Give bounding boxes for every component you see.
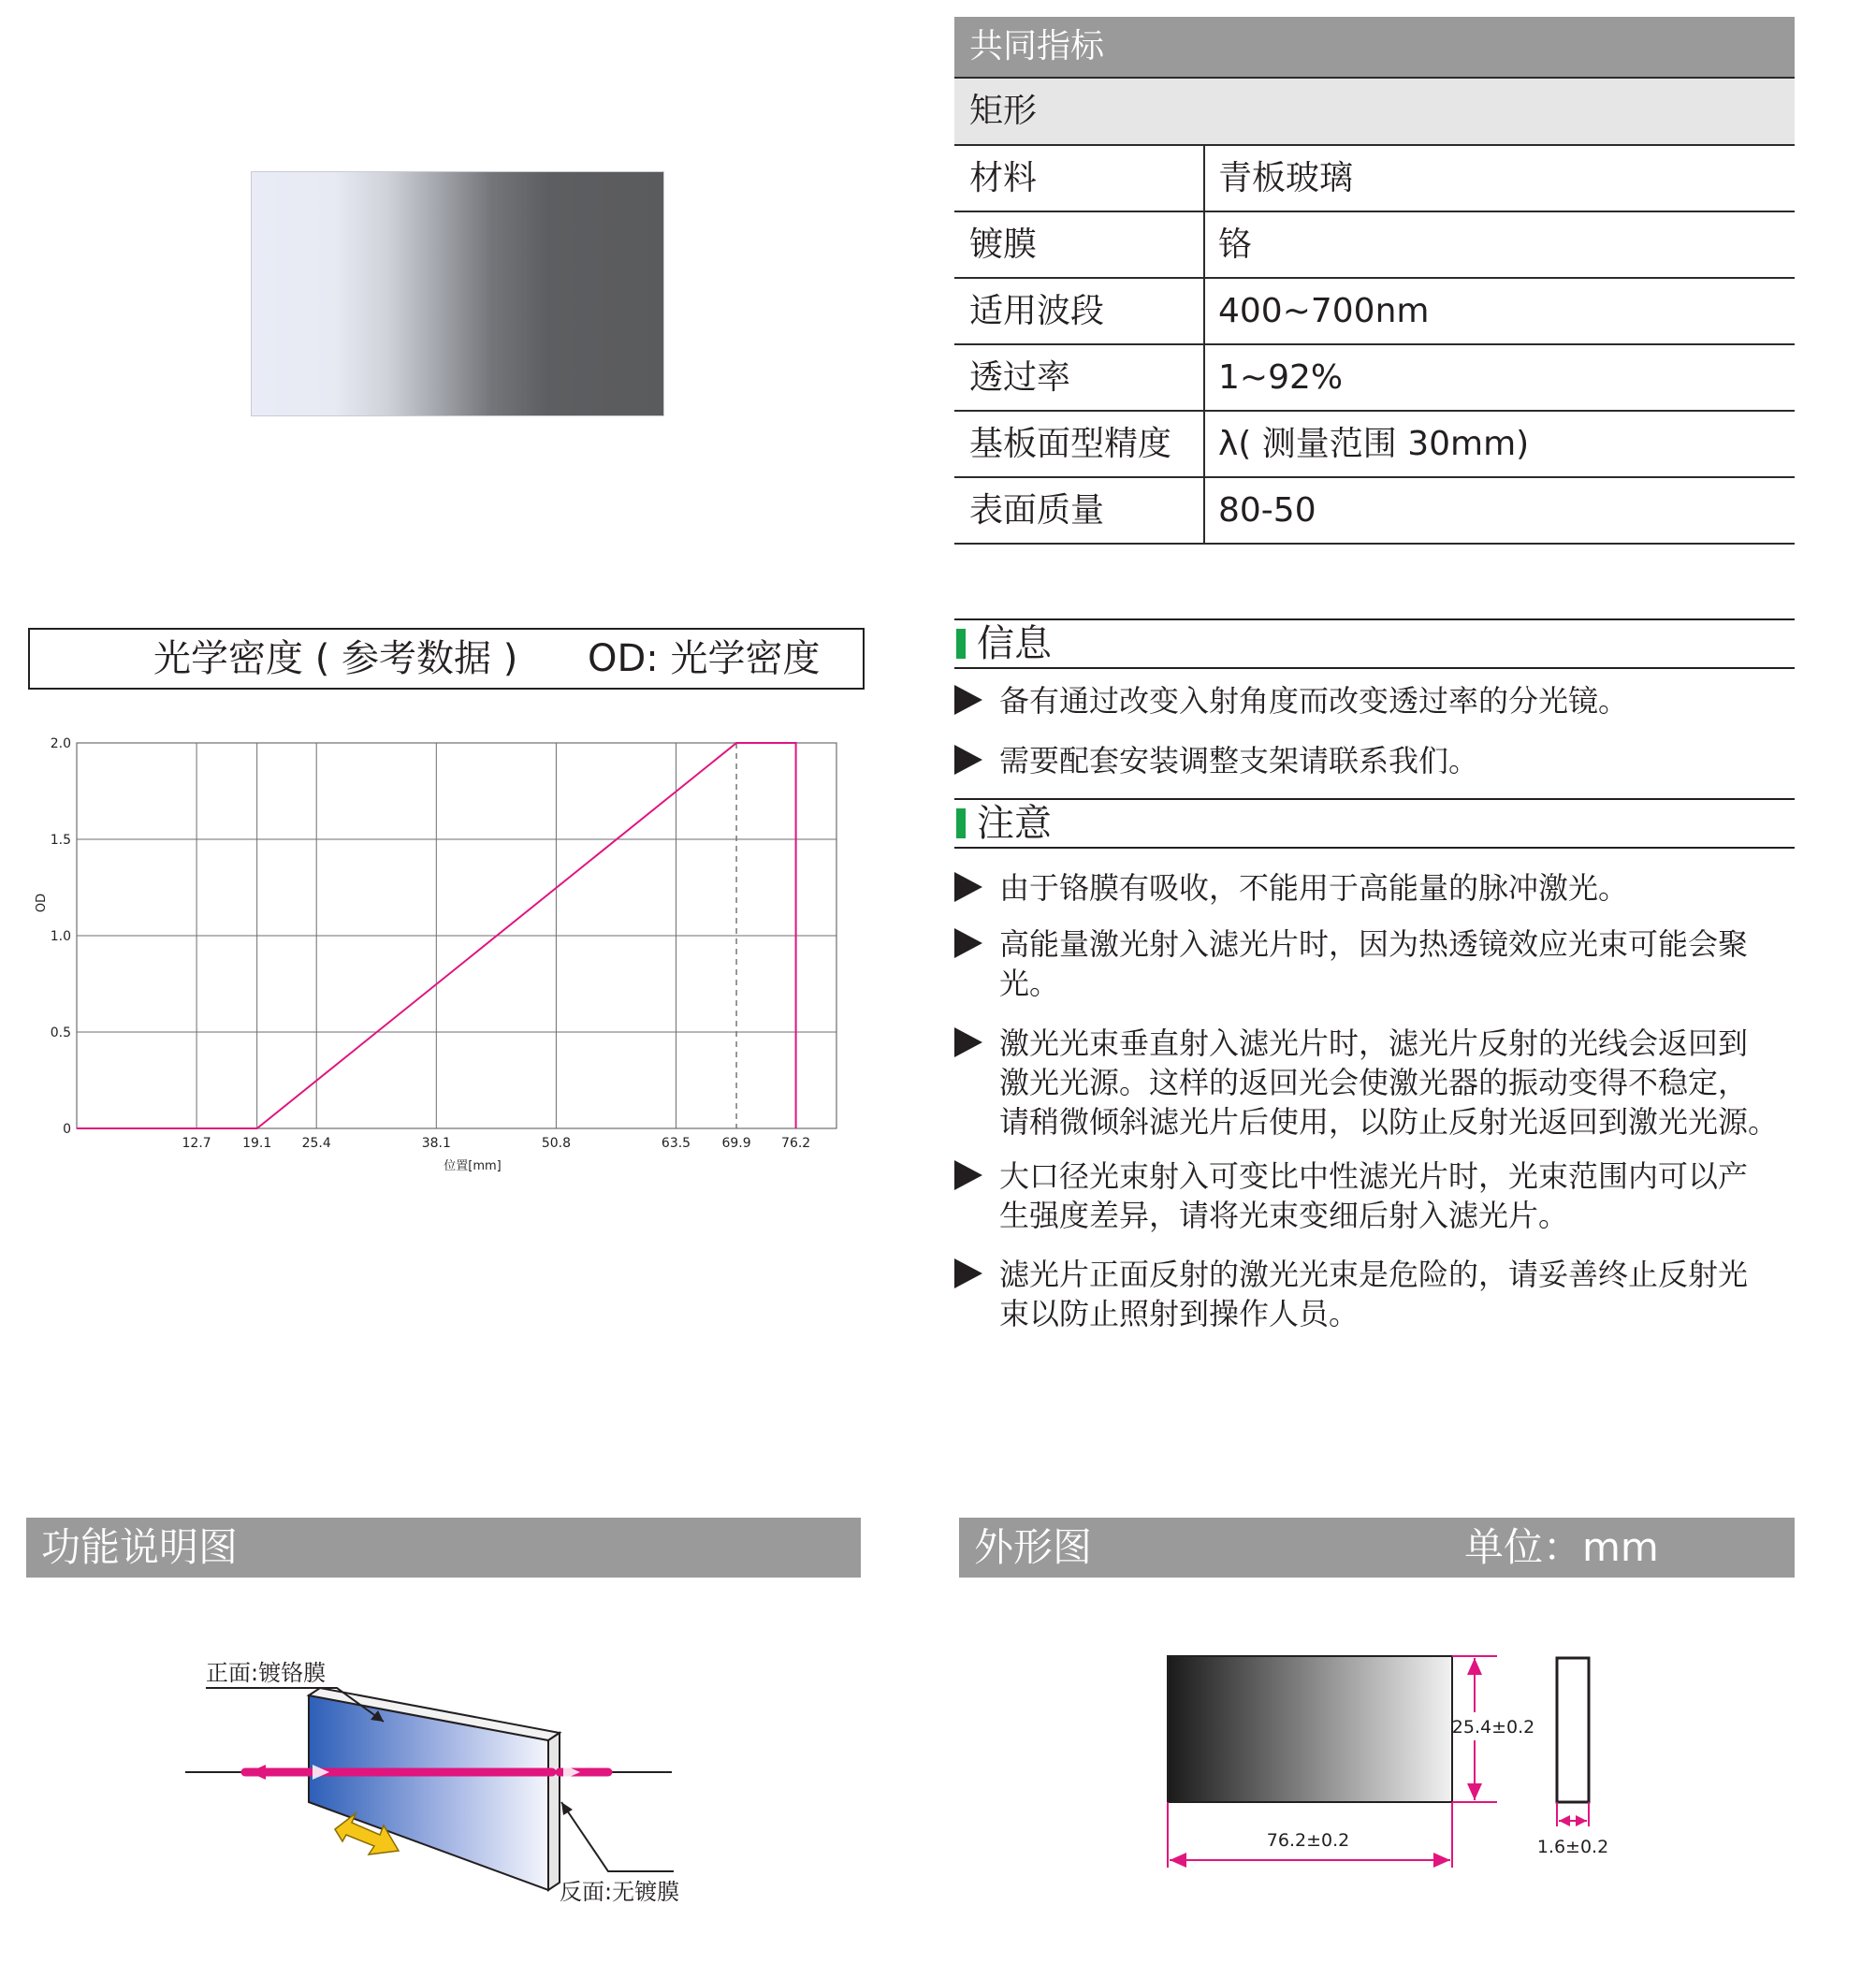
- triangle-bullet-icon: [954, 745, 982, 775]
- x-tick-label: 50.8: [541, 1136, 572, 1151]
- outline-unit: 单位：mm: [1464, 1524, 1659, 1570]
- product-image: [251, 171, 664, 416]
- note-text: [999, 1156, 1795, 1235]
- spec-row: [954, 146, 1795, 212]
- leader-arrow-icon: [561, 1802, 573, 1815]
- dim-arrow-icon: [1433, 1853, 1450, 1868]
- triangle-bullet-icon: [954, 872, 982, 902]
- info-section-title: [954, 618, 1795, 669]
- chart-title-left: 光学密度 ( 参考数据 ): [153, 637, 518, 680]
- y-tick-label: 1.5: [50, 833, 71, 848]
- y-tick-label: 2.0: [50, 736, 71, 751]
- triangle-bullet-icon: [954, 1027, 982, 1057]
- dim-arrow-icon: [1576, 1815, 1587, 1826]
- triangle-bullet-icon: [954, 928, 982, 958]
- note-line: 由于铬膜有吸收，不能用于高能量的脉冲激光。: [999, 870, 1629, 906]
- spec-value: 青板玻璃: [1218, 159, 1354, 197]
- note-line: 激光光源。这样的返回光会使激光器的振动变得不稳定，: [999, 1065, 1749, 1100]
- note-line: 生强度差异，请将光束变细后射入滤光片。: [999, 1198, 1569, 1233]
- front-label: 正面:镀铬膜: [206, 1660, 327, 1686]
- back-leader-line: [561, 1802, 674, 1871]
- note-text: [999, 1255, 1795, 1333]
- dim-arrow-icon: [1170, 1853, 1186, 1868]
- outline-drawing: [1123, 1628, 1647, 1890]
- y-tick-label: 0.5: [50, 1025, 71, 1040]
- dim-arrow-icon: [1559, 1815, 1570, 1826]
- triangle-bullet-icon: [954, 1160, 982, 1190]
- note-line: 光。: [999, 966, 1060, 1001]
- x-tick-label: 19.1: [242, 1136, 272, 1151]
- info-title: 信息: [977, 622, 1052, 665]
- outline-title: 外形图: [974, 1524, 1093, 1570]
- back-label: 反面:无镀膜: [560, 1879, 680, 1905]
- spec-key: 镀膜: [954, 212, 1205, 277]
- spec-header: 共同指标: [954, 17, 1795, 79]
- x-axis-label: 位置[mm]: [444, 1159, 502, 1173]
- x-tick-label: 12.7: [182, 1136, 211, 1151]
- spec-key: 材料: [954, 146, 1205, 211]
- beam-arrow-icon: [249, 1765, 266, 1780]
- function-diagram-header: [26, 1518, 861, 1578]
- spec-row: [954, 412, 1795, 478]
- notes-title: 注意: [977, 802, 1052, 845]
- spec-row: [954, 345, 1795, 412]
- spec-value: 400~700nm: [1218, 292, 1430, 330]
- outline-side-view: [1557, 1658, 1589, 1802]
- chart-title-box: [28, 628, 865, 690]
- filter-plate-side-edge: [548, 1733, 560, 1890]
- dim-arrow-icon: [1467, 1658, 1482, 1675]
- notes-section-title: [954, 798, 1795, 849]
- chart-grid: [77, 743, 836, 1128]
- info-text: 备有通过改变入射角度而改变透过率的分光镜。: [999, 683, 1629, 719]
- od-chart: [28, 730, 851, 1179]
- spec-row: [954, 212, 1795, 279]
- function-diagram-title: 功能说明图: [41, 1524, 239, 1570]
- note-text: [999, 868, 1795, 908]
- spec-shape: 矩形: [954, 79, 1795, 146]
- x-tick-label: 38.1: [421, 1136, 451, 1151]
- triangle-bullet-icon: [954, 1258, 982, 1288]
- section-marker: [956, 629, 966, 659]
- spec-table: [954, 17, 1795, 545]
- outline-front-view: [1168, 1656, 1452, 1802]
- spec-key: 基板面型精度: [954, 412, 1205, 476]
- x-tick-label: 63.5: [661, 1136, 691, 1151]
- outline-header: [959, 1518, 1795, 1578]
- chart-labels: [51, 736, 810, 1151]
- x-tick-label: 76.2: [781, 1136, 811, 1151]
- note-line: 大口径光束射入可变比中性滤光片时，光束范围内可以产: [999, 1158, 1749, 1194]
- dim-arrow-icon: [1467, 1783, 1482, 1800]
- chart-title-right: OD: 光学密度: [588, 637, 821, 680]
- note-line: 高能量激光射入滤光片时，因为热透镜效应光束可能会聚: [999, 926, 1749, 962]
- y-axis-label: OD: [35, 893, 49, 913]
- y-tick-label: 1.0: [50, 929, 71, 944]
- beam-arrow-icon: [563, 1765, 580, 1780]
- note-line: 激光光束垂直射入滤光片时，滤光片反射的光线会返回到: [999, 1025, 1749, 1061]
- spec-value: λ( 测量范围 30mm): [1218, 425, 1530, 463]
- x-tick-label: 25.4: [301, 1136, 331, 1151]
- spec-row: [954, 279, 1795, 345]
- spec-value: 铬: [1218, 225, 1253, 264]
- spec-key: 透过率: [954, 345, 1205, 410]
- info-text: 需要配套安装调整支架请联系我们。: [999, 743, 1479, 778]
- note-text: [999, 1024, 1795, 1142]
- spec-row: [954, 478, 1795, 545]
- section-marker: [956, 808, 966, 838]
- function-diagram: [168, 1637, 711, 1918]
- x-tick-label: 69.9: [721, 1136, 751, 1151]
- note-line: 滤光片正面反射的激光光束是危险的，请妥善终止反射光: [999, 1257, 1749, 1292]
- note-line: 请稍微倾斜滤光片后使用，以防止反射光返回到激光光源。: [999, 1104, 1779, 1140]
- triangle-bullet-icon: [954, 685, 982, 715]
- width-dimension: 76.2±0.2: [1266, 1830, 1350, 1851]
- note-text: [999, 924, 1795, 1003]
- spec-value: 1~92%: [1218, 358, 1344, 397]
- spec-value: 80-50: [1218, 491, 1316, 530]
- spec-key: 适用波段: [954, 279, 1205, 343]
- thickness-dimension: 1.6±0.2: [1536, 1837, 1609, 1857]
- height-dimension: 25.4±0.2: [1451, 1717, 1535, 1738]
- spec-key: 表面质量: [954, 478, 1205, 543]
- note-line: 束以防止照射到操作人员。: [999, 1296, 1360, 1331]
- y-tick-label: 0: [63, 1122, 71, 1137]
